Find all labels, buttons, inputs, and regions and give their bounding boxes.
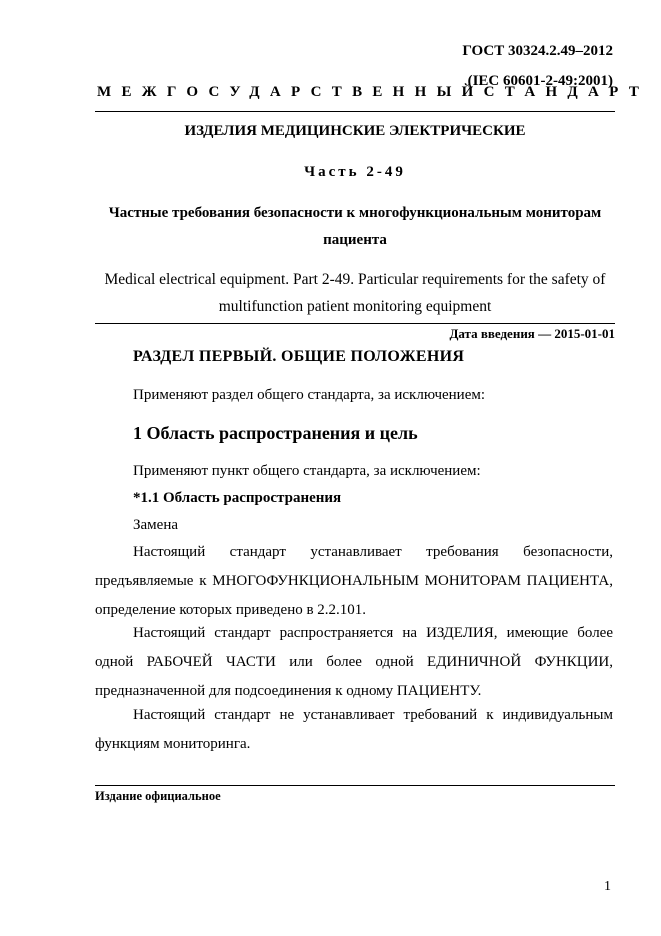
paragraph-applicability: Настоящий стандарт распространяется на ИЗДЕЛИЯ, имеющие более одной РАБОЧЕЙ ЧАСТИ или более одной ЕДИНИЧНОЙ ФУНКЦИИ, предназначенной для подсоединения к одному ПАЦИЕНТУ. [95,625,613,699]
section-text: Применяют раздел общего стандарта, за исключением: [133,387,486,403]
english-title-line-1: Medical electrical equipment. Part 2-49. Particular requirements for the safety of [104,271,606,288]
paragraph-scope: Настоящий стандарт устанавливает требования безопасности, предъявляемые к МНОГОФУНКЦИОНАЛЬНЫМ МОНИТОРАМ ПАЦИЕНТА, определение которых приведено в 2.2.101. [95,544,613,618]
replacement-label: Замена [133,517,179,533]
header-rule [95,111,615,112]
subtitle-line-1: Частные требования безопасности к многофункциональным мониторам [108,205,602,221]
clause-heading: 1 Область распространения и цель [133,423,418,443]
subtitle-line-2: пациента [323,232,387,248]
section-heading: РАЗДЕЛ ПЕРВЫЙ. ОБЩИЕ ПОЛОЖЕНИЯ [133,348,465,365]
english-title [95,266,615,320]
clause-text: Применяют пункт общего стандарта, за исключением: [133,463,481,479]
standard-code: ГОСТ 30324.2.49–2012 [462,43,613,59]
footer-rule [95,785,615,786]
interstate-standard-heading [97,84,650,101]
page-number: 1 [604,879,611,894]
standard-word: СТАНДАРТ [483,84,650,100]
english-title-line-2: multifunction patient monitoring equipment [218,298,492,315]
introduction-date: Дата введения — 2015-01-01 [449,326,615,341]
subclause-heading: *1.1 Область распространения [133,490,342,506]
paragraph-exclusion: Настоящий стандарт не устанавливает требований к индивидуальным функциям мониторинга. [95,707,613,752]
interstate-word: МЕЖГОСУДАРСТВЕННЫЙ [97,84,484,100]
iec-code: (IEC 60601-2-49:2001) [467,73,613,89]
part-title: Часть 2-49 [304,164,406,180]
title-rule [95,323,615,324]
official-edition-label: Издание официальное [95,789,221,803]
document-title: ИЗДЕЛИЯ МЕДИЦИНСКИЕ ЭЛЕКТРИЧЕСКИЕ [184,123,526,139]
document-subtitle [95,200,615,254]
